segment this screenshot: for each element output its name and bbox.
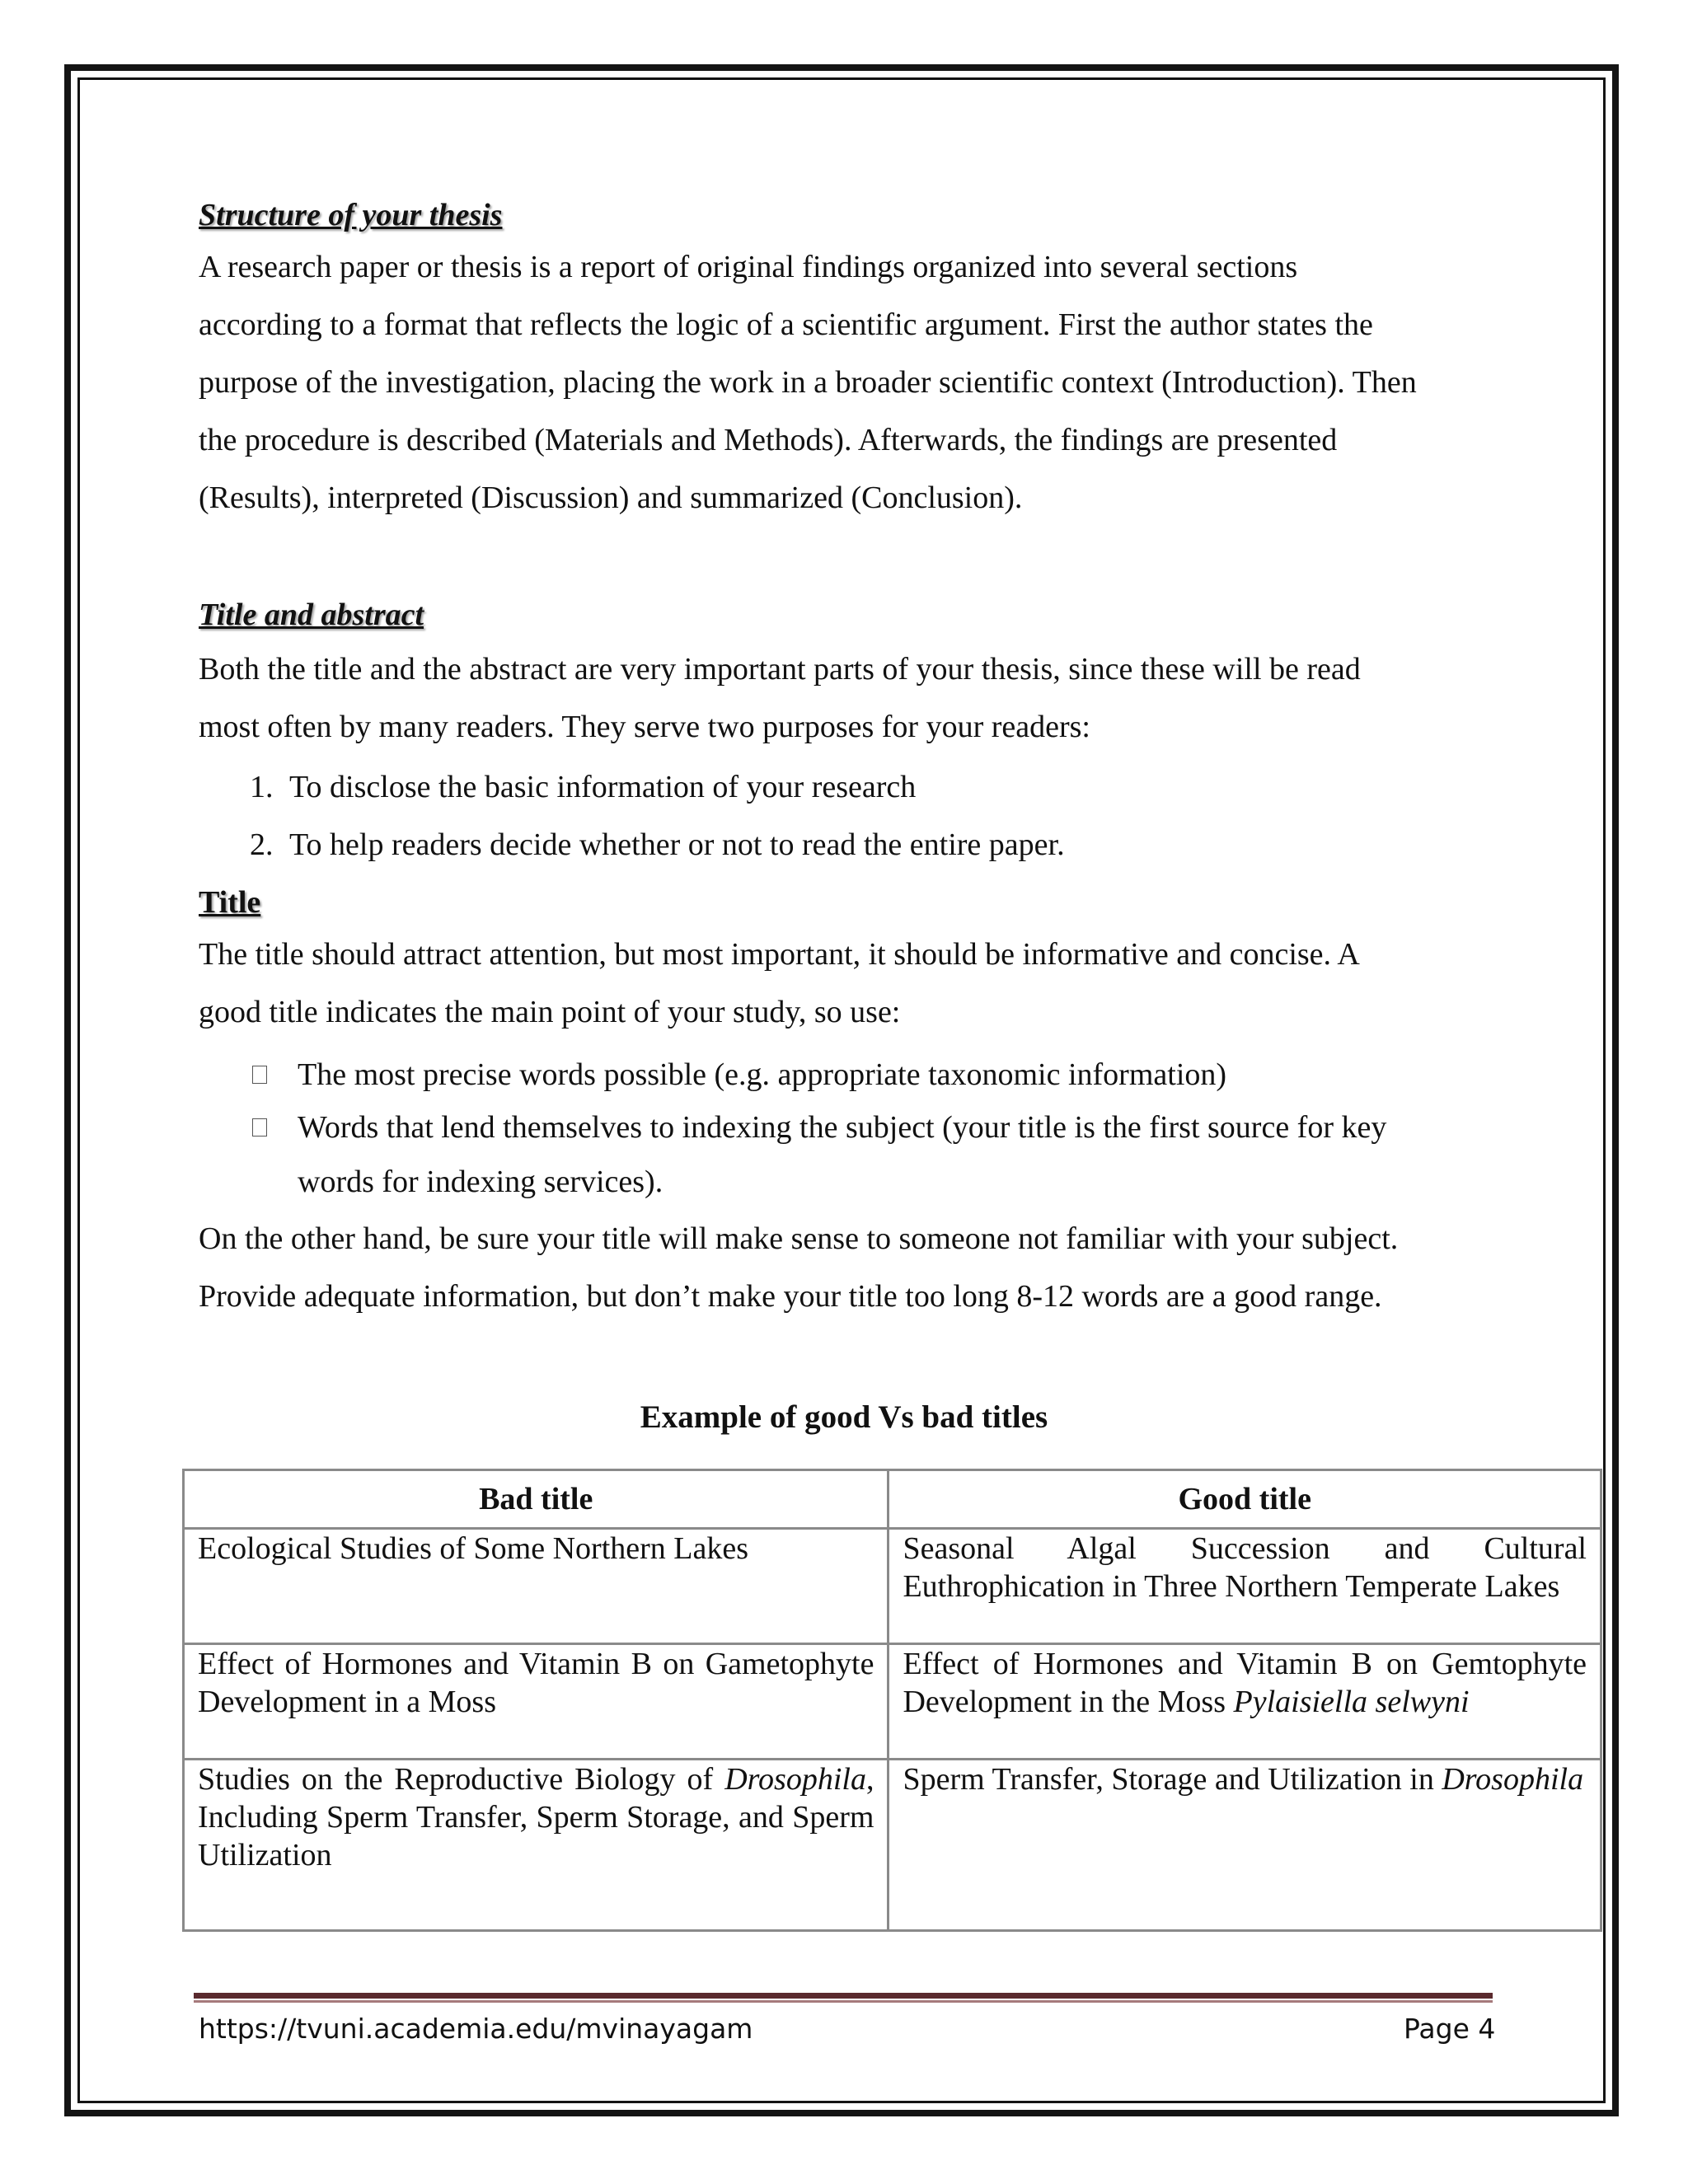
text-line: good title indicates the main point of your study, so use: [199,995,901,1029]
heading-structure: Structure of your thesis [199,198,503,232]
text-line: Provide adequate information, but don’t make your title too long 8-12 words are a good range. [199,1279,1382,1314]
list-item-number: 1. [250,770,274,804]
column-header-bad: Bad title [184,1470,889,1529]
cell-good-title [889,1529,1601,1644]
titles-table [182,1469,1602,1932]
cell-text: Effect of Hormones and Vitamin B on Gametophyte Development in a Moss [198,1647,874,1719]
bullet-box-icon [252,1066,267,1084]
bullet-item-continuation: words for indexing services). [298,1165,663,1199]
text-line: purpose of the investigation, placing the work in a broader scientific context (Introduction). Then [199,365,1417,400]
bullet-item: Words that lend themselves to indexing the subject (your title is the first source for key [298,1110,1387,1145]
paragraph-structure [199,238,1417,527]
list-item: To disclose the basic information of your research [289,770,917,804]
footer-rule [194,1993,1493,1999]
table-row [184,1760,1601,1931]
cell-text: Sperm Transfer, Storage and Utilization in [903,1762,1442,1797]
table-caption: Example of good Vs bad titles [640,1399,1048,1435]
paragraph-closing [199,1210,1398,1325]
heading-title-abstract: Title and abstract [199,598,424,632]
cell-bad-title [184,1644,889,1760]
text-line: On the other hand, be sure your title will make sense to someone not familiar with your subject. [199,1221,1399,1256]
text-line: Both the title and the abstract are very important parts of your thesis, since these will be read [199,652,1361,687]
table-row [184,1529,1601,1644]
cell-text: Studies on the Reproductive Biology of [198,1762,725,1797]
table-header-row [184,1470,1601,1529]
list-item-number: 2. [250,827,274,862]
genus-name: Drosophila [1442,1762,1584,1797]
table-row [184,1644,1601,1760]
paragraph-title-abstract [199,640,1361,756]
page-number: Page 4 [1404,2013,1496,2045]
footer-rule-shadow [194,2000,1493,2003]
cell-text: Seasonal Algal Succession and Cultural Euthrophication in Three Northern Temperate Lakes [903,1531,1587,1604]
cell-text: Effect of Hormones and Vitamin B on Gemtophyte Development in the Moss [903,1647,1587,1719]
list-item: To help readers decide whether or not to read the entire paper. [289,827,1065,862]
cell-bad-title [184,1760,889,1931]
cell-bad-title [184,1529,889,1644]
heading-title: Title [199,885,261,920]
text-line: most often by many readers. They serve two purposes for your readers: [199,710,1090,744]
bullet-box-icon [252,1118,267,1137]
column-header-good: Good title [889,1470,1601,1529]
text-line: The title should attract attention, but most important, it should be informative and concise. A [199,937,1360,972]
bullet-item: The most precise words possible (e.g. appropriate taxonomic information) [298,1057,1227,1092]
text-line: (Results), interpreted (Discussion) and summarized (Conclusion). [199,480,1023,515]
cell-text: Ecological Studies of Some Northern Lakes [198,1531,749,1566]
text-line: A research paper or thesis is a report of original findings organized into several sections [199,250,1298,284]
species-name: Pylaisiella selwyni [1233,1685,1470,1719]
cell-good-title [889,1760,1601,1931]
paragraph-title [199,926,1360,1041]
footer-url[interactable]: https://tvuni.academia.edu/mvinayagam [199,2013,753,2045]
cell-text: , Including Sperm Transfer, Sperm Storage, and Sperm Utilization [198,1762,874,1872]
cell-good-title [889,1644,1601,1760]
text-line: according to a format that reflects the logic of a scientific argument. First the author states the [199,307,1373,342]
genus-name: Drosophila [724,1762,866,1797]
text-line: the procedure is described (Materials and Methods). Afterwards, the findings are presented [199,423,1338,457]
